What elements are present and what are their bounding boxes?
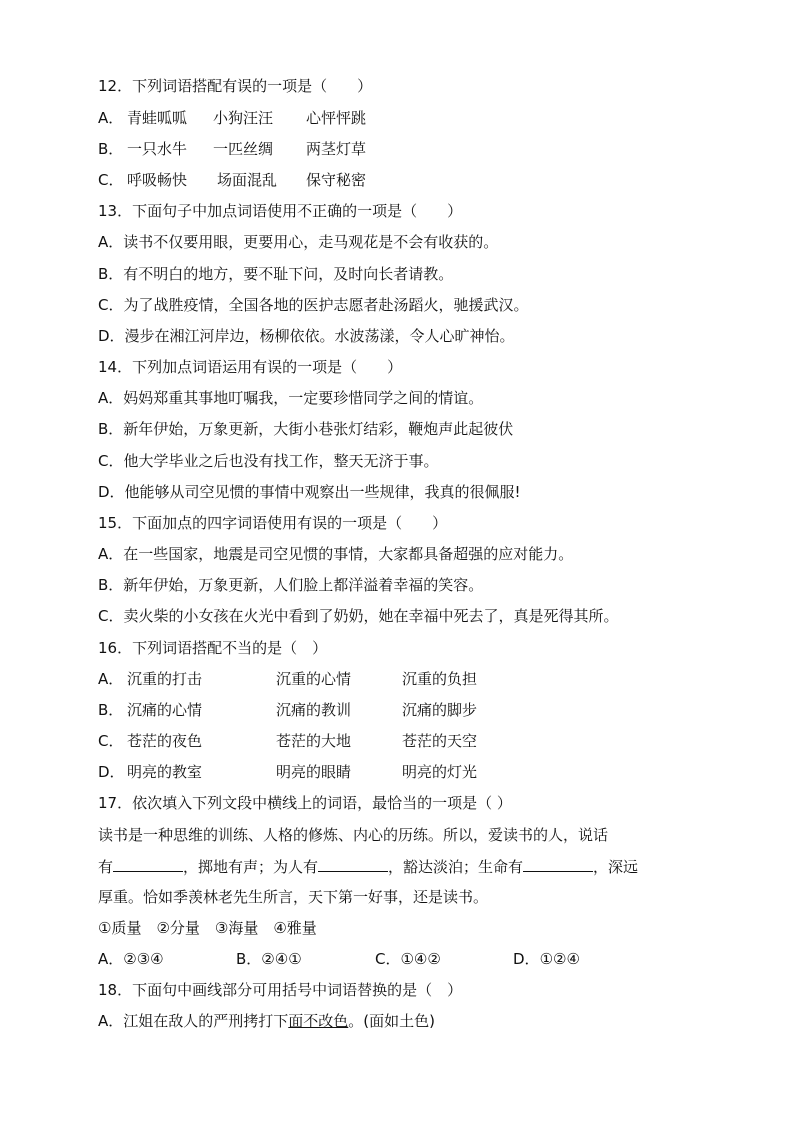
question-18-stem: 18．下面句中画线部分可用括号中词语替换的是（ ） [98,981,463,999]
q15-option-c: C．卖火柴的小女孩在火光中看到了奶奶，她在幸福中死去了，真是死得其所。 [98,607,619,625]
q16-option-b: B． 沉痛的心情 沉痛的教训 沉痛的脚步 [98,701,478,719]
q12-option-c: C． 呼吸畅快 场面混乱 保守秘密 [98,171,367,189]
q17-paragraph-line-3: 厚重。恰如季羡林老先生所言，天下第一好事，还是读书。 [98,888,489,906]
q13-option-b: B．有不明白的地方，要不耻下问，及时向长者请教。 [98,265,454,283]
question-17-stem: 17．依次填入下列文段中横线上的词语，最恰当的一项是（ ） [98,794,512,812]
q17-paragraph-line-1: 读书是一种思维的训练、人格的修炼、内心的历练。所以，爱读书的人，说话 [98,826,609,844]
q16-option-a: A． 沉重的打击 沉重的心情 沉重的负担 [98,670,478,688]
q14-option-b: B．新年伊始，万象更新，大街小巷张灯结彩，鞭炮声此起彼伏 [98,420,514,438]
q17-option-a: A．②③④ [98,950,164,968]
fill-blank-3 [523,856,593,872]
question-15-stem: 15．下面加点的四字词语使用有误的一项是（ ） [98,514,448,532]
q14-option-d: D．他能够从司空见惯的事情中观察出一些规律，我真的很佩服! [98,483,521,501]
question-12-stem: 12．下列词语搭配有误的一项是（ ） [98,77,373,95]
question-13-stem: 13．下面句子中加点词语使用不正确的一项是（ ） [98,202,463,220]
q16-option-d: D． 明亮的教室 明亮的眼睛 明亮的灯光 [98,763,478,781]
q15-option-a: A．在一些国家，地震是司空见惯的事情，大家都具备超强的应对能力。 [98,545,574,563]
q17-answer-options [98,949,698,969]
q17-word-choices: ①质量 ②分量 ③海量 ④雅量 [98,919,317,937]
q13-option-d: D．漫步在湘江河岸边，杨柳依依。水波荡漾，令人心旷神怡。 [98,327,515,345]
fill-blank-2 [318,856,388,872]
question-16-stem: 16．下列词语搭配不当的是（ ） [98,639,328,657]
q15-option-b: B．新年伊始，万象更新，人们脸上都洋溢着幸福的笑容。 [98,576,484,594]
q17-option-b: B．②④① [236,950,302,968]
question-14-stem: 14．下列加点词语运用有误的一项是（ ） [98,358,403,376]
q12-option-b: B． 一只水牛 一匹丝绸 两茎灯草 [98,140,367,158]
q12-option-a: A． 青蛙呱呱 小狗汪汪 心怦怦跳 [98,109,367,127]
q16-option-c: C． 苍茫的夜色 苍茫的大地 苍茫的天空 [98,732,478,750]
q13-option-a: A．读书不仅要用眼，更要用心，走马观花是不会有收获的。 [98,233,499,251]
underlined-phrase: 面不改色 [288,1012,349,1030]
q18-option-a: A．江姐在敌人的严刑拷打下面不改色。(面如土色) [98,1012,435,1030]
q14-option-c: C．他大学毕业之后也没有找工作，整天无济于事。 [98,452,439,470]
q17-option-c: C．①④② [375,950,441,968]
q17-option-d: D．①②④ [513,950,580,968]
q13-option-c: C．为了战胜疫情，全国各地的医护志愿者赴汤蹈火，驰援武汉。 [98,296,529,314]
q17-paragraph-line-2: 有 ，掷地有声；为人有 ，豁达淡泊；生命有 ，深远 [98,858,639,876]
q14-option-a: A．妈妈郑重其事地叮嘱我，一定要珍惜同学之间的情谊。 [98,389,484,407]
fill-blank-1 [113,856,183,872]
